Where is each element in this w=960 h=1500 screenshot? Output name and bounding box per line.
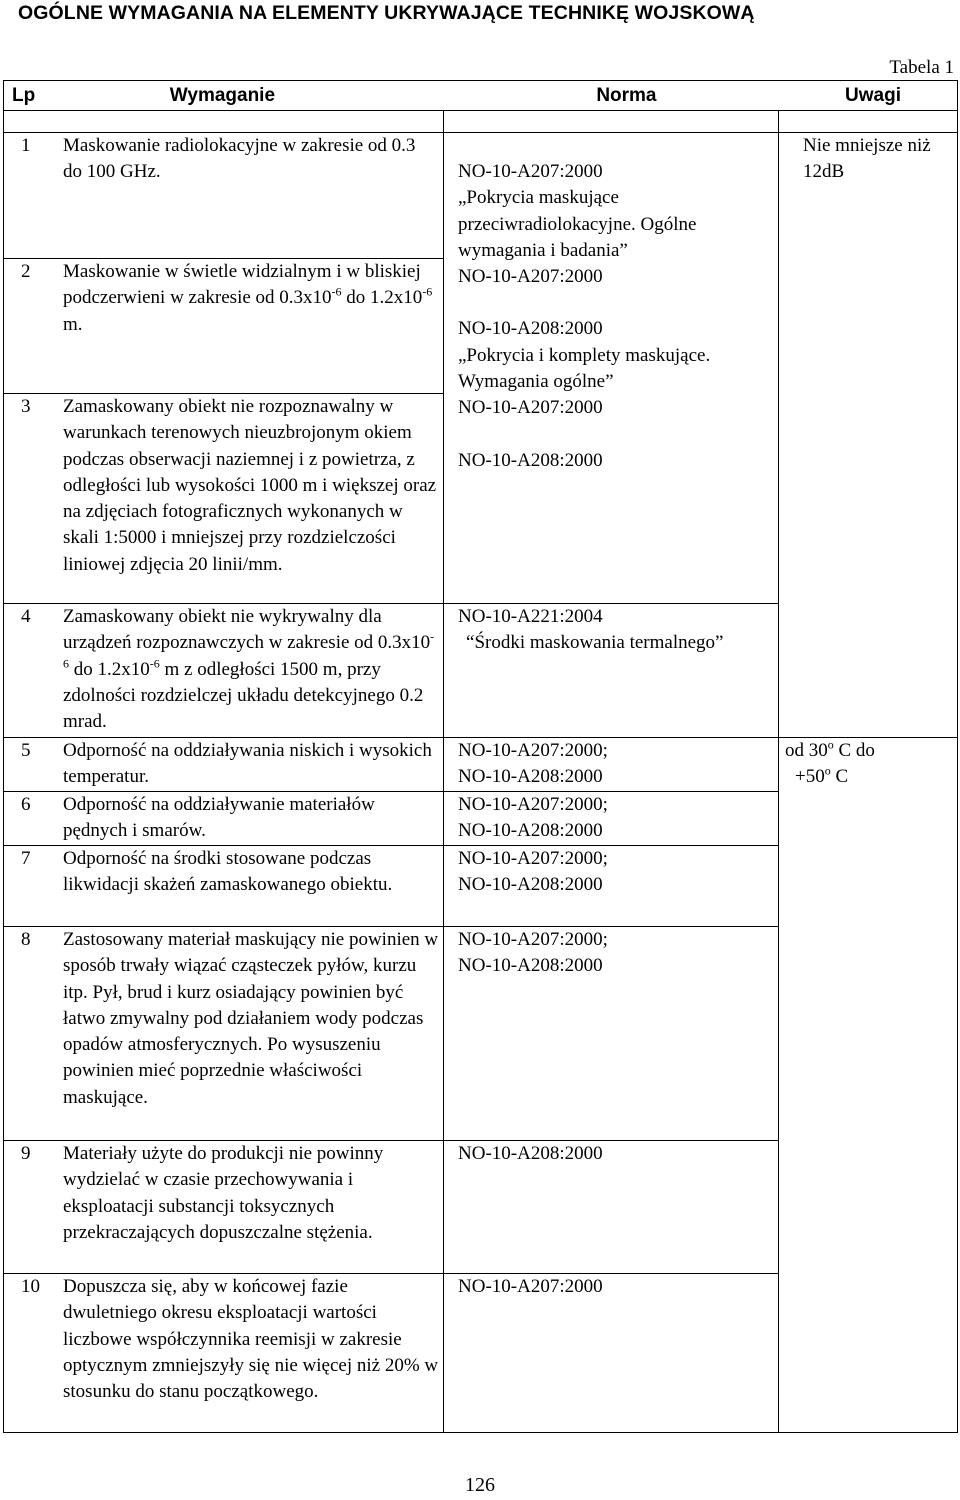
- norma-code: NO-10-A207:2000: [458, 1276, 603, 1297]
- norma-description: “Środki maskowania termalnego”: [466, 632, 724, 654]
- norma-group-cell: [444, 133, 779, 604]
- row-number: 10: [21, 1276, 40, 1297]
- norma-code: NO-10-A208:2000: [458, 820, 603, 842]
- norma-code: NO-10-A208:2000: [458, 1143, 603, 1164]
- norma-cell: [444, 927, 779, 1141]
- table-header-row: [4, 81, 958, 111]
- row-number: 7: [21, 848, 31, 869]
- norma-code: NO-10-A208:2000: [458, 874, 603, 896]
- requirement-text: Odporność na środki stosowane podczas likwidacji skażeń zamaskowanego obiektu.: [63, 848, 393, 896]
- requirement-text: Maskowanie w świetle widzialnym i w bliskiej podczerwieni w zakresie od $0.3x10^{-6}$ do $1.2x10^{-6}$ m.: [63, 261, 433, 335]
- requirement-text: Maskowanie radiolokacyjne w zakresie od 0.3 do 100 GHz.: [63, 135, 416, 183]
- spacer-row: [4, 111, 958, 133]
- norma-cell: [444, 738, 779, 792]
- page-title: OGÓLNE WYMAGANIA NA ELEMENTY UKRYWAJĄCE TECHNIKĘ WOJSKOWĄ: [18, 2, 755, 24]
- requirement-text: Zamaskowany obiekt nie rozpoznawalny w warunkach terenowych nieuzbrojonym okiem podczas obserwacji naziemnej i z powietrza, z odległości lub wysokości 1000 m i większej oraz na zdjęciach fotograficznych wykonanych w skali 1:5000 i mniejszej przy rozdzielczości liniowej zdjęcia 20 linii/mm.: [63, 396, 437, 575]
- header-uwagi: Uwagi: [779, 81, 958, 111]
- norma-description: „Pokrycia maskujące przeciwradiolokacyjne. Ogólne wymagania i badania”: [458, 187, 697, 261]
- norma-code: NO-10-A207:2000;: [458, 848, 608, 869]
- norma-code: NO-10-A221:2004: [458, 606, 603, 627]
- row-number: 5: [21, 740, 31, 761]
- header-wymaganie: Wymaganie: [169, 85, 276, 106]
- norma-description: „Pokrycia i komplety maskujące. Wymagania ogólne”: [458, 344, 711, 393]
- norma-cell: [444, 1141, 779, 1274]
- norma-code: NO-10-A207:2000;: [458, 794, 608, 815]
- table-row-1: [4, 133, 958, 259]
- norma-code: NO-10-A208:2000: [458, 318, 603, 340]
- row-number: 9: [21, 1143, 31, 1164]
- norma-cell: [444, 846, 779, 927]
- norma-code: NO-10-A207:2000: [458, 397, 603, 419]
- requirement-text: Dopuszcza się, aby w końcowej fazie dwuletniego okresu eksploatacji wartości liczbowe współczynnika reemisji w zakresie optycznym zmniejszyły się nie więcej niż 20% w stosunku do stanu początkowego.: [63, 1276, 439, 1403]
- row-number: 4: [21, 606, 31, 627]
- norma-code: NO-10-A208:2000: [458, 955, 603, 977]
- table-caption: Tabela 1: [889, 57, 954, 78]
- requirement-text: Zamaskowany obiekt nie wykrywalny dla urządzeń rozpoznawczych w zakresie od $0.3x10^{-6}$ do $1.2x10^{-6}$ m z odległości 1500 m, przy zdolności rozdzielczej układu detekcyjnego 0.2 mrad.: [63, 606, 435, 733]
- norma-code: NO-10-A208:2000: [458, 449, 603, 471]
- header-norma: Norma: [444, 81, 779, 111]
- header-lp-wymaganie: [4, 81, 444, 111]
- row-number: 8: [21, 929, 31, 950]
- row-number: 2: [21, 261, 31, 282]
- norma-cell: [444, 1274, 779, 1433]
- norma-code: NO-10-A207:2000;: [458, 740, 608, 761]
- norma-code: NO-10-A207:2000;: [458, 929, 608, 950]
- table-row-5: [4, 738, 958, 792]
- norma-cell: [444, 792, 779, 846]
- uwagi-cell: [779, 133, 958, 738]
- requirement-text: Materiały użyte do produkcji nie powinny wydzielać w czasie przechowywania i eksploatacji substancji toksycznych przekraczających dopuszczalne stężenia.: [63, 1143, 384, 1243]
- norma-code: NO-10-A207:2000: [458, 266, 603, 288]
- uwagi-text: Nie mniejsze niż 12dB: [803, 135, 931, 183]
- requirements-table: [3, 80, 958, 1433]
- header-lp: Lp: [12, 85, 36, 106]
- row-number: 1: [21, 135, 31, 156]
- requirement-text: Odporność na oddziaływanie materiałów pędnych i smarów.: [63, 794, 375, 842]
- row-number: 6: [21, 794, 31, 815]
- uwagi-temperature: od 30$^o$ C do $+50^o$ C: [785, 737, 875, 788]
- row-number: 3: [21, 396, 31, 417]
- page-number: 126: [465, 1474, 495, 1496]
- uwagi-cell: [779, 738, 958, 1433]
- requirement-text: Zastosowany materiał maskujący nie powinien w sposób trwały wiązać cząsteczek pyłów, kurzu itp. Pył, brud i kurz osiadający powinien być łatwo zmywalny pod działaniem wody podczas opadów atmosferycznych. Po wysuszeniu powinien mieć poprzednie właściwości maskujące.: [63, 929, 439, 1108]
- norma-code: NO-10-A207:2000: [458, 161, 603, 182]
- norma-cell: [444, 604, 779, 738]
- norma-code: NO-10-A208:2000: [458, 766, 603, 788]
- requirement-text: Odporność na oddziaływania niskich i wysokich temperatur.: [63, 740, 432, 788]
